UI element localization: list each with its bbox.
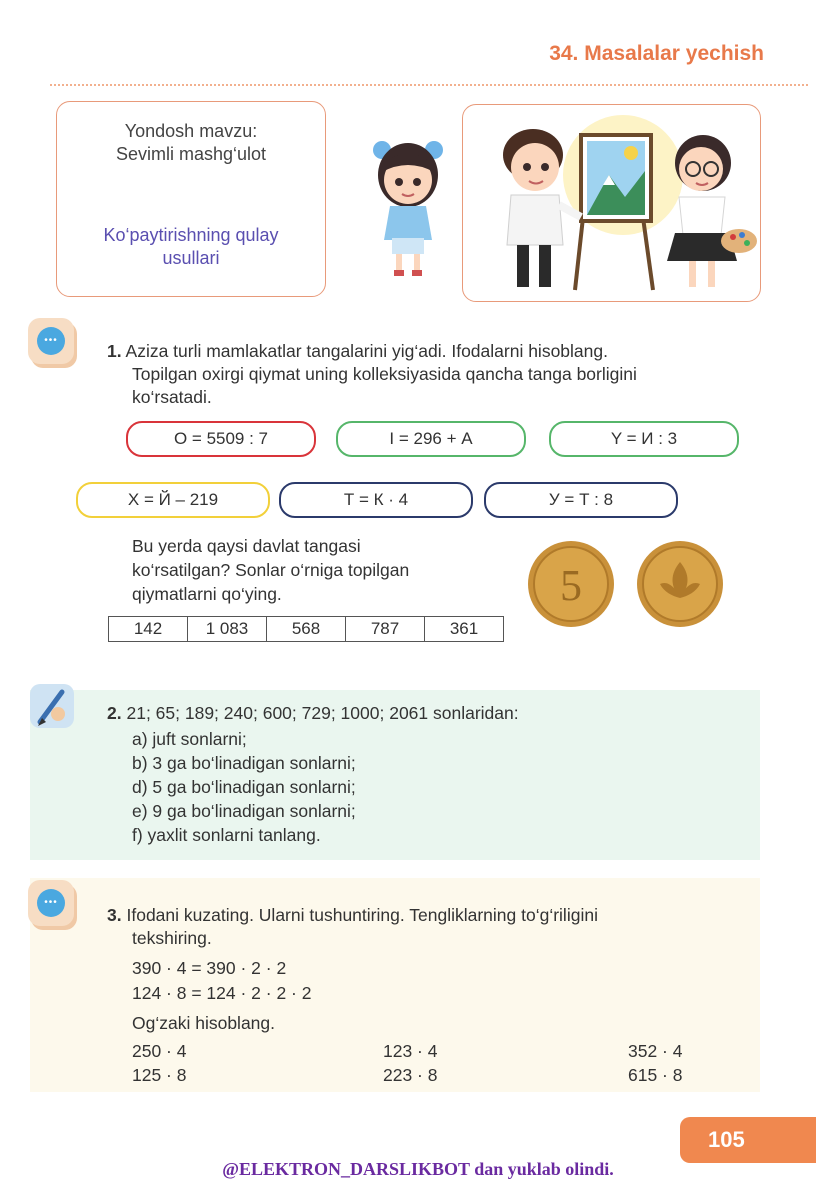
task3-number: 3. [107, 905, 122, 925]
task3-example-1: 390 · 4 = 390 · 2 · 2 [132, 958, 287, 978]
topic-name: Sevimli mashg‘ulot [115, 144, 267, 164]
coin-numeral: 5 [560, 561, 582, 610]
task3-example-2: 124 · 8 = 124 · 2 · 2 · 2 [132, 983, 312, 1003]
chat-bubble-icon: ••• [37, 327, 65, 355]
answer-cell[interactable]: 361 [425, 617, 504, 642]
pencil-writing-icon [28, 682, 78, 734]
discussion-badge-task3 [28, 880, 74, 926]
table-row [109, 617, 504, 642]
task1-number: 1. [107, 341, 122, 361]
download-credit: @ELEKTRON_DARSLIKBOT dan yuklab olindi. [222, 1159, 614, 1179]
task2-intro: 21; 65; 189; 240; 600; 729; 1000; 2061 sonlaridan: [126, 703, 519, 723]
equation-t: Т = К · 4 [279, 482, 473, 518]
topic-label: Yondosh mavzu: [124, 121, 258, 141]
task3-text-line2: tekshiring. [132, 928, 212, 948]
lesson-topic-line2: usullari [162, 248, 220, 268]
task3-text-line1: Ifodani kuzating. Ularni tushuntiring. Tengliklarning to‘g‘riligini [126, 905, 598, 925]
answer-cell[interactable]: 787 [346, 617, 425, 642]
oral-expr: 250 · 4 [132, 1041, 187, 1061]
equation-y: Y = И : 3 [549, 421, 739, 457]
painting-illustration [462, 104, 761, 302]
task1-text-line3: ko‘rsatadi. [132, 387, 212, 407]
coin-question-line1: Bu yerda qaysi davlat tangasi [132, 536, 361, 556]
oral-expr: 223 · 8 [383, 1065, 438, 1085]
task2-item-f: f) yaxlit sonlarni tanlang. [132, 825, 321, 845]
task1-text-line1: Aziza turli mamlakatlar tangalarini yig‘adi. Ifodalarni hisoblang. [125, 341, 608, 361]
answer-table [108, 616, 504, 642]
page-number: 105 [680, 1117, 816, 1163]
equation-o: О = 5509 : 7 [126, 421, 316, 457]
task2-item-b: b) 3 ga bo‘linadigan sonlarni; [132, 753, 356, 773]
oral-calc-title: Og‘zaki hisoblang. [132, 1013, 275, 1033]
oral-expr: 123 · 4 [383, 1041, 438, 1061]
coin-front [527, 540, 615, 628]
lesson-topic-line1: Ko‘paytirishning qulay [103, 225, 279, 245]
coin-question-line2: ko‘rsatilgan? Sonlar o‘rniga topilgan [132, 560, 410, 580]
equation-u: У = Т : 8 [484, 482, 678, 518]
topic-card [56, 101, 326, 297]
equation-x: Х = Й – 219 [76, 482, 270, 518]
answer-cell[interactable]: 142 [109, 617, 188, 642]
girl-illustration [352, 120, 464, 280]
task2-item-d: d) 5 ga bo‘linadigan sonlarni; [132, 777, 356, 797]
chat-bubble-icon: ••• [37, 889, 65, 917]
task2-number: 2. [107, 703, 122, 723]
oral-expr: 615 · 8 [628, 1065, 683, 1085]
header-divider [50, 84, 808, 86]
equation-i: І = 296 + А [336, 421, 526, 457]
answer-cell[interactable]: 568 [267, 617, 346, 642]
task2-item-e: e) 9 ga bo‘linadigan sonlarni; [132, 801, 356, 821]
task2-item-a: a) juft sonlarni; [132, 729, 247, 749]
coin-back [636, 540, 724, 628]
oral-expr: 125 · 8 [132, 1065, 187, 1085]
children-painting-scene [463, 105, 760, 301]
coin-question-line3: qiymatlarni qo‘ying. [132, 584, 282, 604]
oral-expr: 352 · 4 [628, 1041, 683, 1061]
task1-text-line2: Topilgan oxirgi qiymat uning kolleksiyasida qancha tanga borligini [132, 364, 637, 384]
chapter-title: 34. Masalalar yechish [549, 42, 764, 65]
answer-cell[interactable]: 1 083 [188, 617, 267, 642]
discussion-badge-task1 [28, 318, 74, 364]
